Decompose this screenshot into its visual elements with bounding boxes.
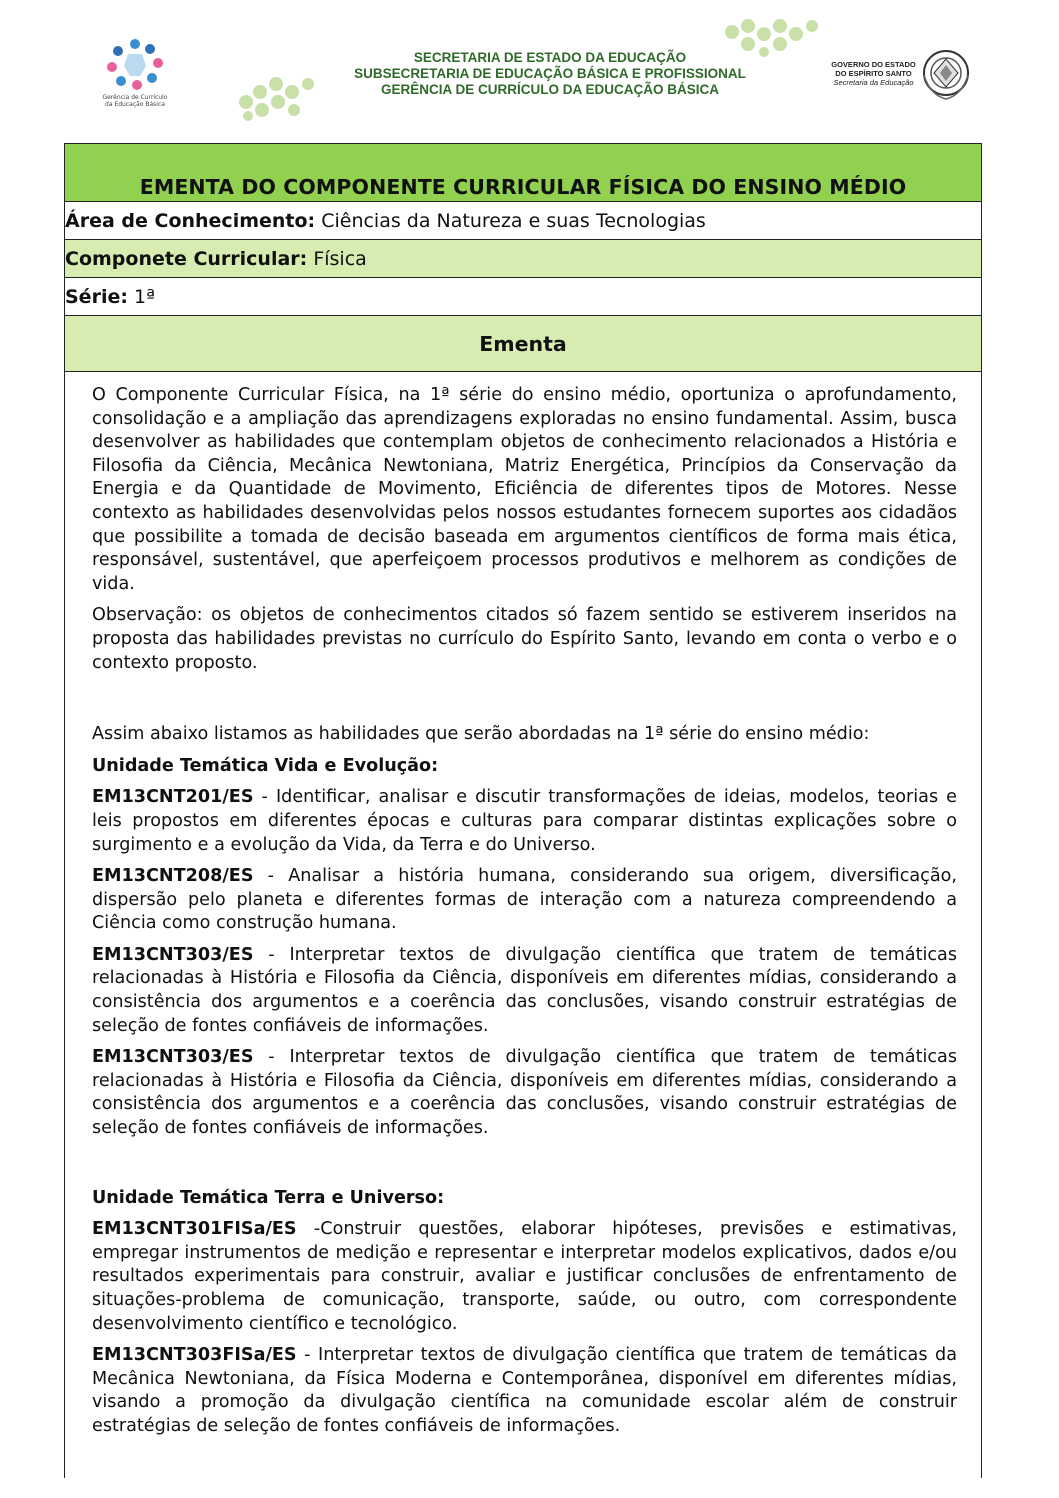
skill-code: EM13CNT301FISa/ES [92, 1219, 297, 1240]
skill-item [92, 786, 957, 857]
title-row [65, 144, 981, 202]
heading-line-2: SUBSECRETARIA DE EDUCAÇÃO BÁSICA E PROFISSIONAL [354, 66, 746, 81]
area-row [65, 202, 981, 240]
area-label: Área de Conhecimento: [65, 210, 316, 232]
logo-caption: Gerência de Currículo da Educação Básica [102, 94, 168, 108]
area-value: Ciências da Natureza e suas Tecnologias [321, 210, 706, 232]
skill-text: - Interpretar textos de divulgação científica que tratem de temáticas relacionadas à História e Filosofia da Ciência, disponíveis em diferentes mídias, considerando a consistência dos argumentos e a coerência das conclusões, visando construir estratégias de seleção de fontes confiáveis de informações. [92, 944, 957, 1036]
state-crest-icon [920, 45, 972, 103]
skill-item [92, 1344, 957, 1438]
skill-text: -Construir questões, elaborar hipóteses, previsões e estimativas, empregar instrumentos de medição e representar e interpretar modelos explicativos, dados e/ou resultados experimentais para construir, avaliar e justificar conclusões de enfrentamento de situações-problema de comunicação, transporte, saúde, ou outro, com correspondente desenvolvimento científico e tecnológico. [92, 1219, 957, 1334]
gov-line-2: DO ESPÍRITO SANTO [835, 69, 912, 78]
ementa-content [92, 384, 957, 1447]
skill-code: EM13CNT208/ES [92, 866, 254, 887]
unit1-title [92, 755, 957, 779]
skills-intro: Assim abaixo listamos as habilidades que serão abordadas na 1ª série do ensino médio: [92, 724, 870, 745]
componente-value: Física [313, 248, 367, 270]
page-header [0, 0, 1059, 140]
unit2-title-text: Unidade Temática Terra e Universo: [92, 1187, 445, 1208]
ementa-heading-row [65, 316, 981, 372]
skill-item [92, 944, 957, 1038]
skill-text: - Identificar, analisar e discutir transformações de ideias, modelos, teorias e leis propostos em diferentes épocas e culturas para comparar distintas explicações sobre o surgimento e a evolução da Vida, da Terra e do Universo. [92, 787, 957, 855]
skill-text: - Interpretar textos de divulgação científica que tratem de temáticas relacionadas à História e Filosofia da Ciência, disponíveis em diferentes mídias, considerando a consistência dos argumentos e a coerência das conclusões, visando construir estratégias de seleção de fontes confiáveis de informações. [92, 1047, 957, 1139]
unit1-title-text: Unidade Temática Vida e Evolução: [92, 755, 439, 776]
curriculum-logo [100, 36, 170, 111]
people-circle-icon [100, 36, 170, 94]
componente-label: Componete Curricular: [65, 248, 308, 270]
serie-label: Série: [65, 286, 128, 308]
heading-line-3: GERÊNCIA DE CURRÍCULO DA EDUCAÇÃO BÁSICA [380, 82, 719, 97]
skill-text: - Analisar a história humana, considerando sua origem, diversificação, dispersão pelo planeta e diferentes formas de interação com a natureza compreendendo a Ciência como construção humana. [92, 866, 957, 934]
document-title: EMENTA DO COMPONENTE CURRICULAR FÍSICA DO ENSINO MÉDIO [139, 175, 907, 199]
skill-item [92, 1218, 957, 1336]
skill-item [92, 865, 957, 936]
componente-row [65, 240, 981, 278]
spacer [92, 683, 957, 723]
gov-line-1: GOVERNO DO ESTADO [831, 60, 916, 69]
ementa-table [64, 143, 982, 1478]
skill-item [92, 1046, 957, 1140]
serie-row [65, 278, 981, 316]
skill-code: EM13CNT303FISa/ES [92, 1345, 297, 1366]
skill-code: EM13CNT201/ES [92, 787, 254, 808]
gov-line-3: Secretaria da Educação [833, 78, 914, 87]
skill-code: EM13CNT303/ES [92, 944, 254, 965]
intro-paragraph: O Componente Curricular Física, na 1ª série do ensino médio, oportuniza o aprofundamento, consolidação e a ampliação das aprendizagens exploradas no ensino fundamental. Assim, busca desenvolver as habilidades que contemplam objetos de conhecimento relacionados a História e Filosofia da Ciência, Mecânica Newtoniana, Matriz Energética, Princípios da Conservação da Energia e da Quantidade de Movimento, Eficiência de diferentes tipos de Motores. Nesse contexto as habilidades desenvolvidas pelos nossos estudantes fornecem suportes aos cidadãos que possibilite a tomada de decisão baseada em argumentos científicos de forma mais ética, responsável, sustentável, que aperfeiçoem processos produtivos e melhorem as condições de vida. [92, 385, 957, 594]
observation-paragraph: Observação: os objetos de conhecimentos citados só fazem sentido se estiverem inseridos na proposta das habilidades previstas no currículo do Espírito Santo, levando em conta o verbo e o contexto proposto. [92, 605, 957, 673]
ementa-heading: Ementa [479, 332, 567, 356]
government-label [826, 60, 921, 87]
serie-value: 1ª [133, 286, 156, 308]
institution-heading [300, 50, 800, 98]
unit2-title [92, 1187, 957, 1211]
spacer [92, 1149, 957, 1187]
skill-code: EM13CNT303/ES [92, 1047, 254, 1068]
heading-line-1: SECRETARIA DE ESTADO DA EDUCAÇÃO [413, 50, 687, 65]
skill-text: - Interpretar textos de divulgação científica que tratem de temáticas da Mecânica Newtoniana, da Física Moderna e Contemporânea, disponível em diferentes mídias, visando a promoção da divulgação científica na comunidade escolar além de construir estratégias de seleção de fontes confiáveis de informações. [92, 1345, 957, 1436]
